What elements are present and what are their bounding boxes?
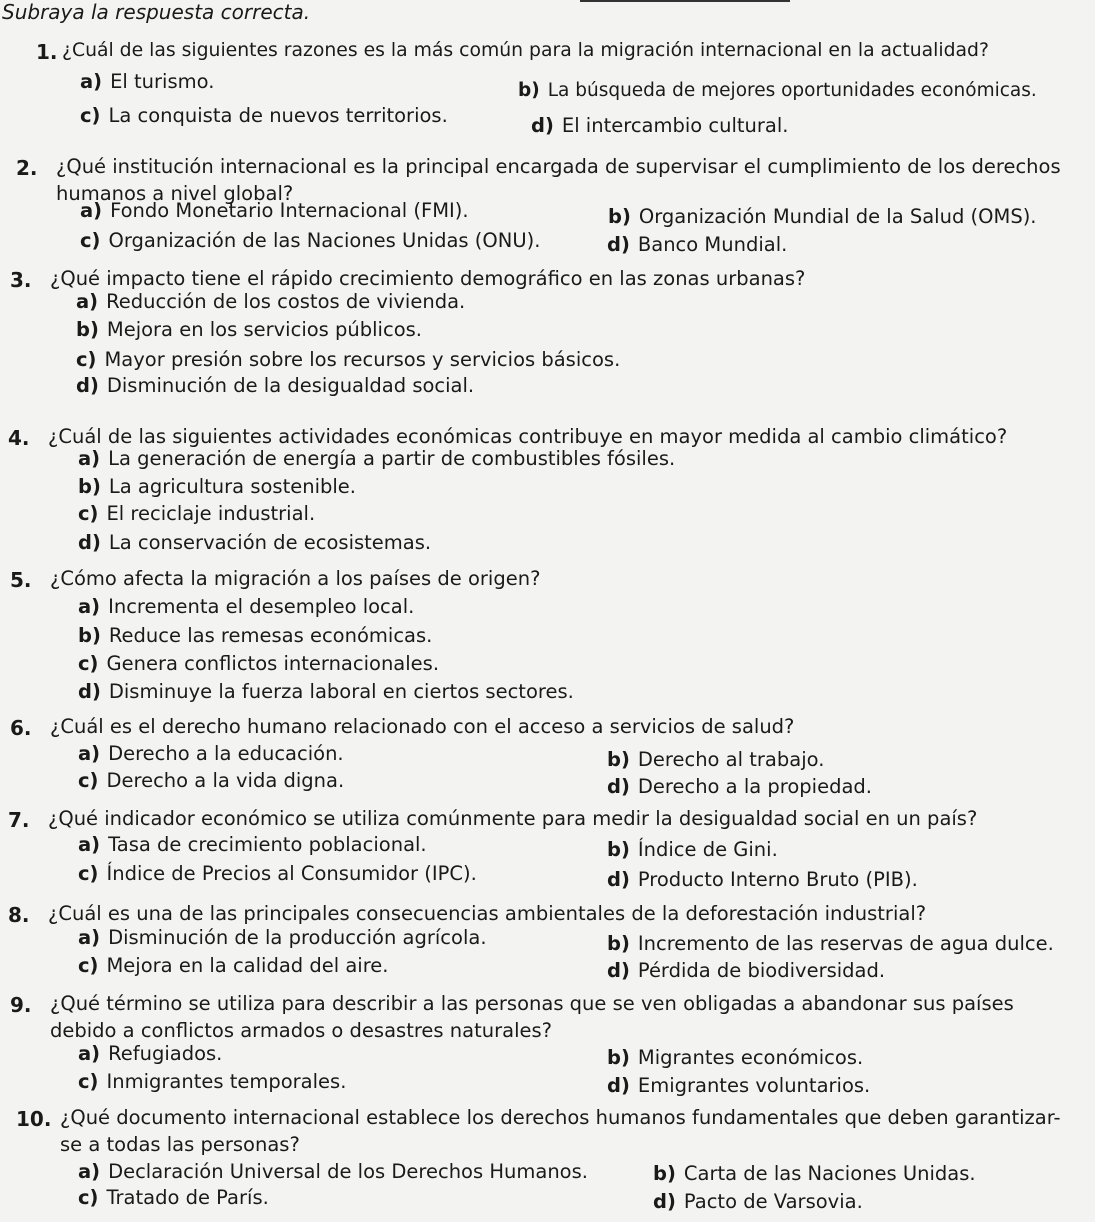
option-text: Incremento de las reservas de agua dulce. [637,932,1054,955]
option-2c[interactable] [80,229,540,252]
option-text: Disminución de la producción agrícola. [108,926,487,949]
option-9d[interactable] [607,1074,870,1097]
option-text: Producto Interno Bruto (PIB). [637,868,918,891]
option-text: El turismo. [110,70,215,93]
option-text: Carta de las Naciones Unidas. [683,1162,976,1185]
option-letter: a) [78,447,101,470]
option-letter: d) [76,374,99,397]
option-letter: b) [653,1162,676,1185]
option-2a[interactable] [80,199,469,222]
option-letter: a) [80,70,103,93]
option-6b[interactable] [607,748,824,771]
option-5d[interactable] [78,680,574,703]
option-letter: c) [78,769,99,792]
option-letter: b) [518,80,540,101]
option-letter: d) [653,1190,676,1213]
question-number: 5. [10,568,32,592]
option-7b[interactable] [607,838,778,861]
option-letter: c) [78,502,99,525]
option-letter: d) [607,233,630,256]
option-text: La búsqueda de mejores oportunidades económicas. [547,80,1037,101]
option-letter: d) [607,1074,630,1097]
question-number: 7. [8,808,30,832]
option-letter: c) [78,652,99,675]
option-7a[interactable] [78,833,427,856]
option-text: Organización de las Naciones Unidas (ONU). [108,229,541,252]
instruction: Subraya la respuesta correcta. [2,0,311,24]
option-8d[interactable] [607,959,885,982]
question-text: ¿Qué impacto tiene el rápido crecimiento demográfico en las zonas urbanas? [50,267,806,290]
option-letter: a) [76,290,99,313]
option-letter: c) [78,954,99,977]
question-number: 4. [8,426,30,450]
option-letter: d) [78,680,101,703]
option-9a[interactable] [78,1042,222,1065]
option-text: Disminuye la fuerza laboral en ciertos sectores. [108,680,574,703]
option-text: La conquista de nuevos territorios. [108,104,448,127]
option-text: Derecho al trabajo. [637,748,825,771]
option-2d[interactable] [607,233,787,256]
option-text: Organización Mundial de la Salud (OMS). [638,205,1037,228]
option-text: Derecho a la educación. [108,742,344,765]
option-letter: d) [607,959,630,982]
top-divider [580,0,790,2]
question-text: ¿Cómo afecta la migración a los países de origen? [50,567,541,590]
option-2b[interactable] [608,205,1037,228]
question-text: ¿Qué institución internacional es la principal encargada de supervisar el cumplimiento de los derechos humanos a nivel global? [56,155,1061,205]
option-letter: a) [78,833,101,856]
option-text: Mayor presión sobre los recursos y servicios básicos. [104,348,621,371]
option-text: Genera conflictos internacionales. [106,652,440,675]
option-4a[interactable] [78,447,675,470]
option-3c[interactable] [76,348,620,371]
option-text: Reducción de los costos de vivienda. [106,290,466,313]
option-letter: b) [78,475,101,498]
option-text: La agricultura sostenible. [108,475,356,498]
option-6a[interactable] [78,742,344,765]
question-number: 9. [10,993,32,1017]
option-6c[interactable] [78,769,344,792]
option-text: Refugiados. [108,1042,223,1065]
question-number: 8. [8,903,30,927]
option-5b[interactable] [78,624,432,647]
option-letter: a) [80,199,103,222]
option-text: Índice de Precios al Consumidor (IPC). [106,862,477,885]
option-5a[interactable] [78,595,414,618]
option-letter: a) [78,1042,101,1065]
option-letter: d) [607,868,630,891]
option-letter: d) [531,114,554,137]
option-letter: d) [78,531,101,554]
option-1d[interactable] [531,114,789,137]
option-letter: b) [76,318,99,341]
option-text: Disminución de la desigualdad social. [106,374,475,397]
option-7d[interactable] [607,868,918,891]
option-text: Pacto de Varsovia. [683,1190,863,1213]
option-4d[interactable] [78,531,431,554]
option-text: Derecho a la vida digna. [106,769,345,792]
option-letter: b) [607,932,630,955]
option-letter: a) [78,926,101,949]
option-text: Declaración Universal de los Derechos Humanos. [108,1160,588,1183]
option-text: El intercambio cultural. [561,114,789,137]
option-text: Pérdida de biodiversidad. [637,959,886,982]
option-letter: a) [78,742,101,765]
option-8c[interactable] [78,954,389,977]
option-9c[interactable] [78,1070,346,1093]
option-text: Mejora en los servicios públicos. [106,318,422,341]
option-3b[interactable] [76,318,422,341]
option-text: Migrantes económicos. [637,1046,864,1069]
question-text: ¿Qué indicador económico se utiliza comúnmente para medir la desigualdad social en un país? [48,807,978,830]
option-10c[interactable] [78,1186,269,1209]
option-1b[interactable] [518,80,1037,101]
question-number: 6. [10,716,32,740]
option-4c[interactable] [78,502,315,525]
question-number: 10. [16,1107,52,1131]
question-text: ¿Cuál es el derecho humano relacionado con el acceso a servicios de salud? [50,715,795,738]
option-letter: c) [78,1070,99,1093]
option-letter: c) [80,104,101,127]
option-text: Inmigrantes temporales. [106,1070,347,1093]
option-5c[interactable] [78,652,439,675]
question-number: 1. [36,40,58,64]
option-text: Banco Mundial. [637,233,788,256]
option-letter: c) [78,1186,99,1209]
option-text: Tasa de crecimiento poblacional. [108,833,427,856]
option-9b[interactable] [607,1046,863,1069]
option-8a[interactable] [78,926,487,949]
option-text: La generación de energía a partir de combustibles fósiles. [108,447,676,470]
option-letter: c) [76,348,97,371]
option-letter: b) [608,205,631,228]
option-1c[interactable] [80,104,448,127]
option-8b[interactable] [607,932,1054,955]
option-text: Índice de Gini. [637,838,778,861]
option-text: Reduce las remesas económicas. [108,624,433,647]
option-text: La conservación de ecosistemas. [108,531,432,554]
option-letter: c) [78,862,99,885]
option-7c[interactable] [78,862,477,885]
option-letter: a) [78,1160,101,1183]
option-letter: b) [607,1046,630,1069]
option-10d[interactable] [653,1190,863,1213]
option-text: Incrementa el desempleo local. [108,595,415,618]
option-letter: b) [607,748,630,771]
option-text: Mejora en la calidad del aire. [106,954,389,977]
option-3d[interactable] [76,374,474,397]
option-text: Fondo Monetario Internacional (FMI). [110,199,469,222]
option-text: Derecho a la propiedad. [637,775,872,798]
question-text: ¿Cuál de las siguientes razones es la más común para la migración internacional en la actualidad? [62,40,989,61]
option-6d[interactable] [607,775,872,798]
option-letter: b) [78,624,101,647]
option-letter: b) [607,838,630,861]
option-text: Tratado de París. [106,1186,269,1209]
question-text: ¿Qué término se utiliza para describir a las personas que se ven obligadas a abandonar sus países debido a conflictos armados o desastres naturales? [50,992,1014,1042]
question-text: ¿Qué documento internacional establece los derechos humanos fundamentales que deben garantizar-se a todas las personas? [60,1106,1061,1156]
option-text: Emigrantes voluntarios. [637,1074,871,1097]
question-text: ¿Cuál de las siguientes actividades económicas contribuye en mayor medida al cambio climático? [48,425,1008,448]
option-letter: d) [607,775,630,798]
question-number: 3. [10,268,32,292]
option-letter: c) [80,229,101,252]
option-letter: a) [78,595,101,618]
question-text: ¿Cuál es una de las principales consecuencias ambientales de la deforestación industrial? [48,902,927,925]
question-number: 2. [16,156,38,180]
option-4b[interactable] [78,475,356,498]
option-10a[interactable] [78,1160,588,1183]
option-3a[interactable] [76,290,465,313]
option-1a[interactable] [80,70,214,93]
option-text: El reciclaje industrial. [106,502,316,525]
option-10b[interactable] [653,1162,976,1185]
